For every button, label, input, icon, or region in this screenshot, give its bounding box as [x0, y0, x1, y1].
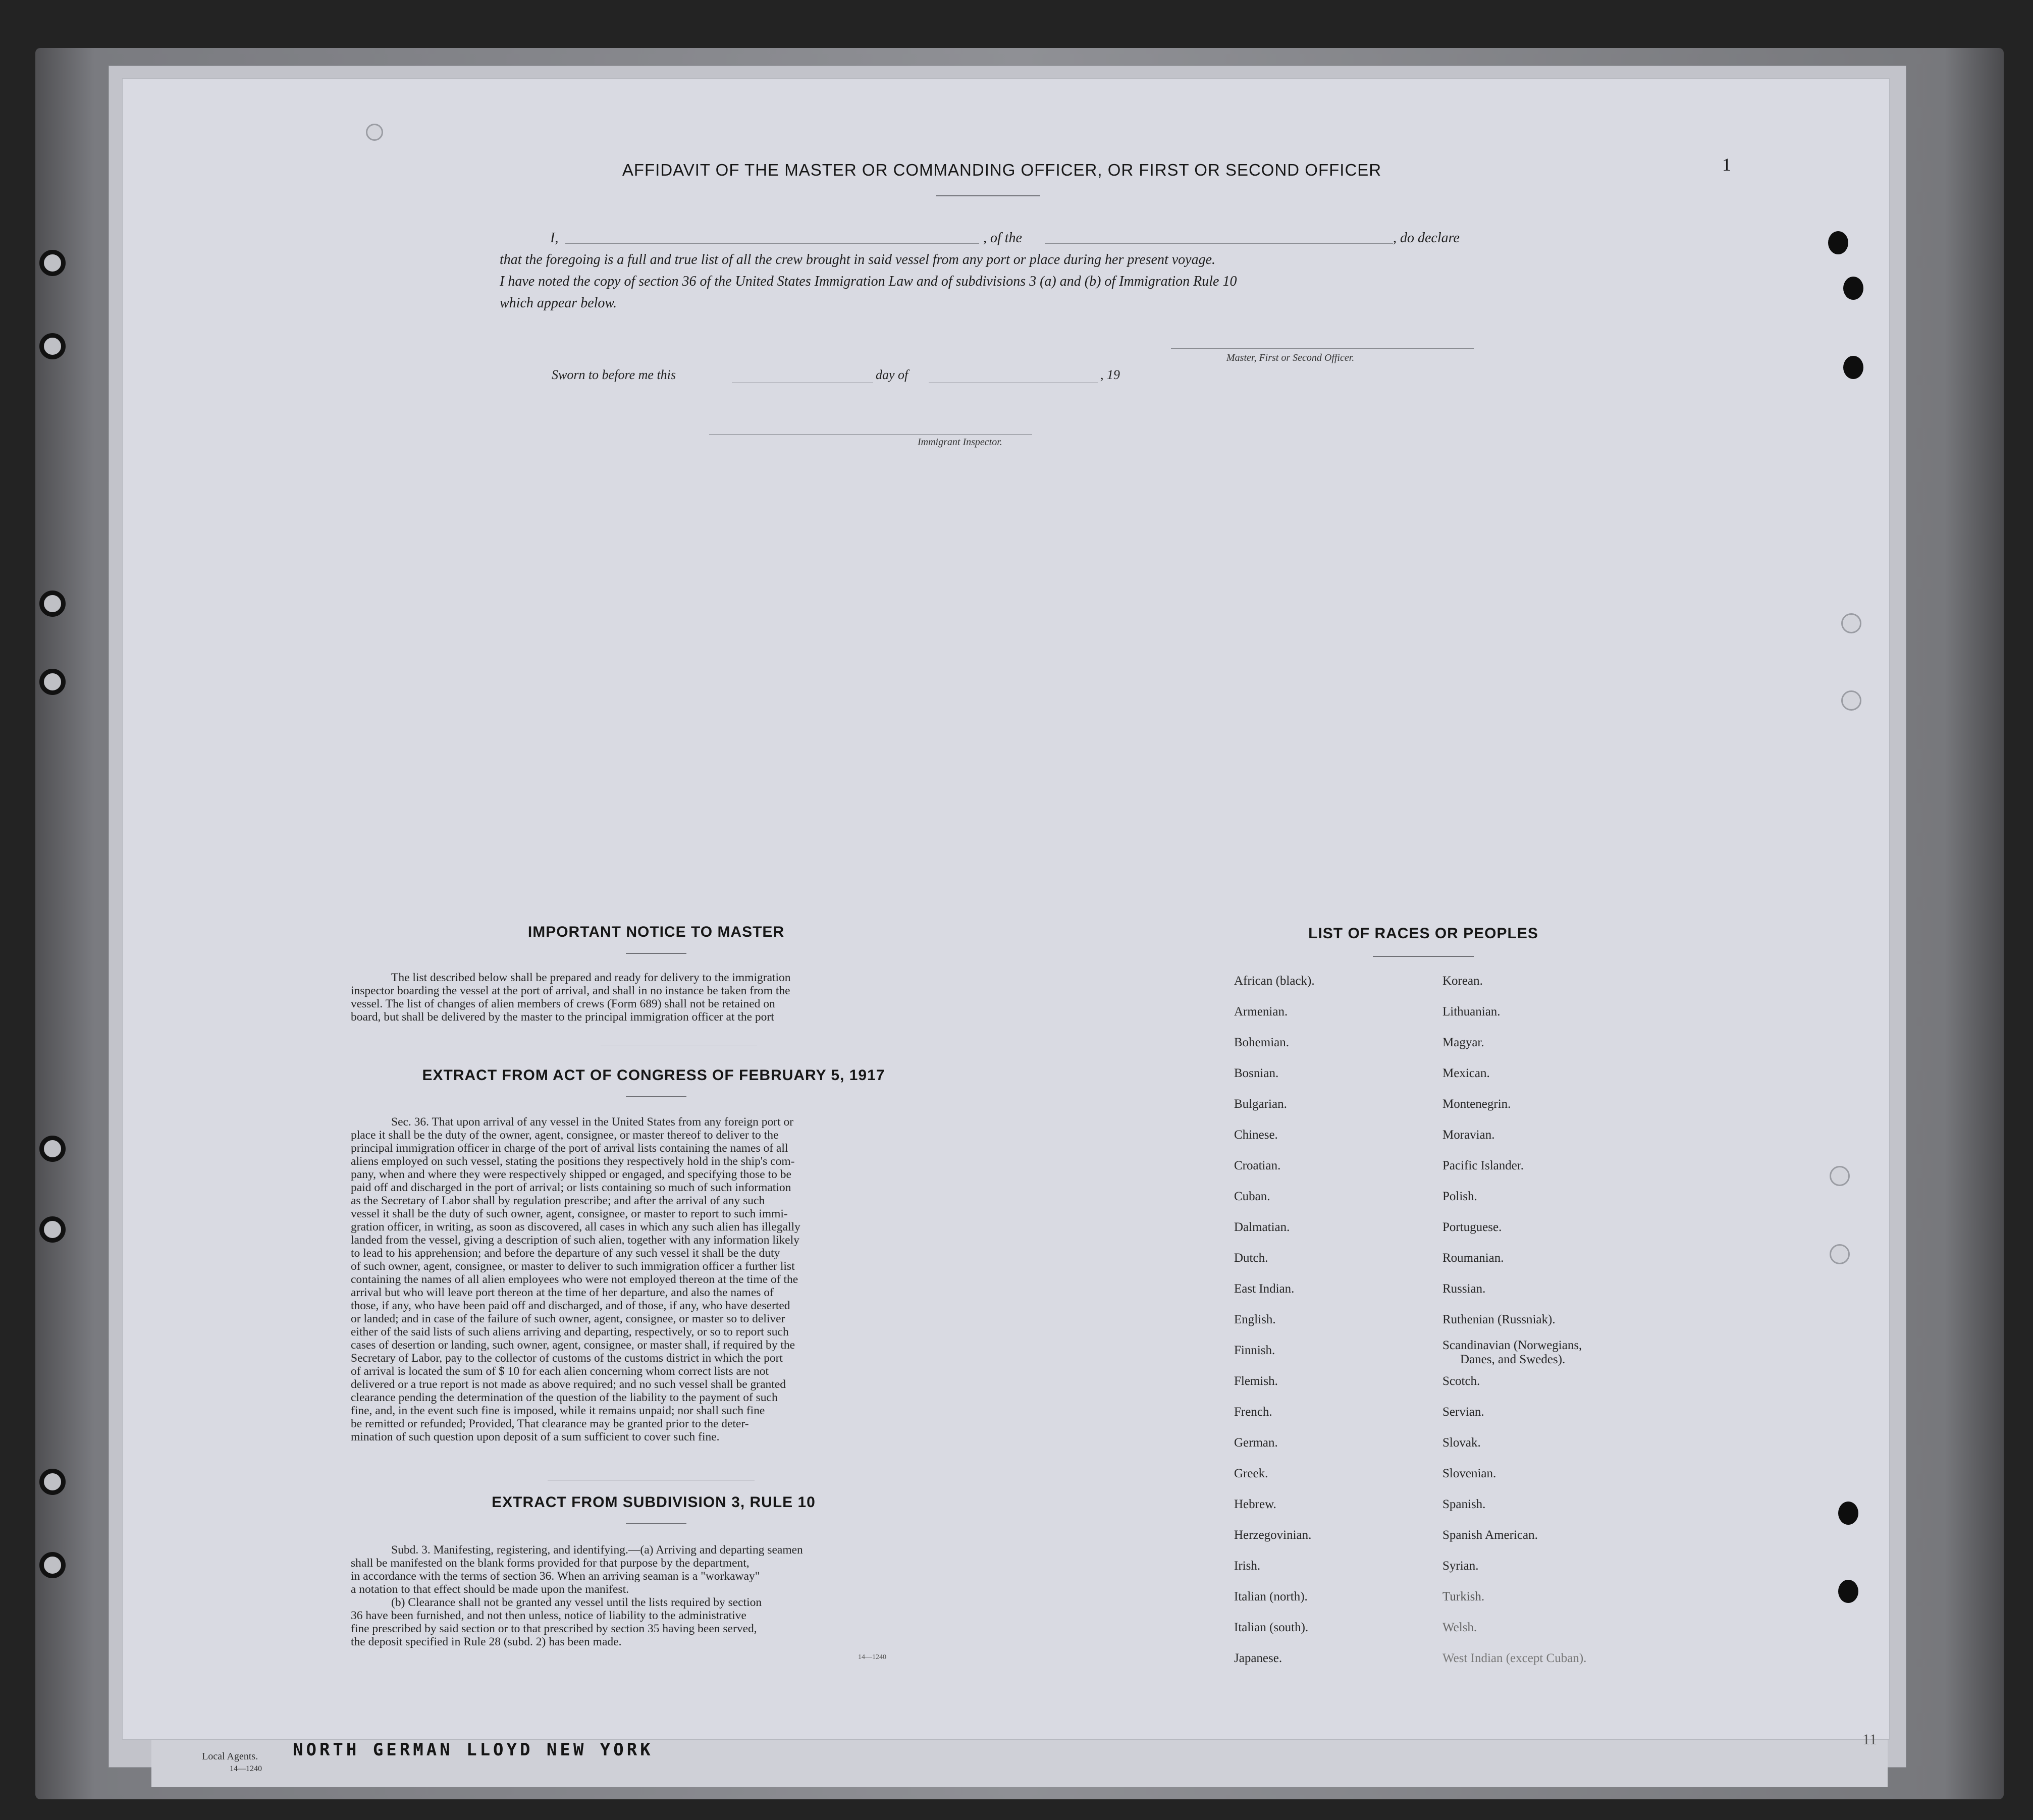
- local-agent-name: NORTH GERMAN LLOYD NEW YORK: [293, 1740, 654, 1760]
- act-line: pany, when and where they were respectively shipped or engaged, and specifying those to be: [351, 1168, 791, 1181]
- act-body: [351, 1115, 951, 1443]
- binder-hole-icon: [39, 250, 66, 276]
- race-item: Montenegrin.: [1442, 1097, 1511, 1111]
- notice-line: board, but shall be delivered by the master to the principal immigration officer at the port: [351, 1010, 774, 1024]
- race-item: Mexican.: [1442, 1066, 1490, 1080]
- act-line: paid off and discharged in the port of arrival; or lists containing so much of such information: [351, 1181, 791, 1194]
- binder-hole-icon: [39, 1136, 66, 1162]
- vessel-blank: [1045, 243, 1393, 244]
- race-item: Welsh.: [1442, 1621, 1477, 1634]
- act-line: those, if any, who have been paid off and discharged, and of those, if any, who have deserted: [351, 1299, 790, 1312]
- race-item: Armenian.: [1234, 1005, 1288, 1019]
- race-item: Irish.: [1234, 1559, 1261, 1573]
- race-item: French.: [1234, 1405, 1272, 1419]
- race-item: Slovenian.: [1442, 1467, 1496, 1480]
- subdivision-title: EXTRACT FROM SUBDIVISION 3, RULE 10: [492, 1494, 816, 1511]
- race-item: Bohemian.: [1234, 1036, 1290, 1049]
- act-line: principal immigration officer in charge of the port of arrival lists containing the names of all: [351, 1142, 788, 1155]
- races-divider: [1373, 956, 1474, 957]
- act-line: clearance pending the determination of the question of the liability to the payment of such: [351, 1391, 778, 1404]
- act-line: either of the said lists of such aliens arriving and departing, respectively, or so to report such: [351, 1325, 789, 1339]
- local-agents-label: Local Agents.: [202, 1751, 258, 1762]
- punch-hole-icon: [1843, 277, 1863, 300]
- notice-line: inspector boarding the vessel at the port of arrival, and shall in no instance be taken from the: [351, 984, 790, 997]
- notice-divider: [626, 953, 686, 954]
- punch-hole-icon: [1828, 231, 1848, 254]
- race-item: German.: [1234, 1436, 1278, 1450]
- race-item: Polish.: [1442, 1190, 1477, 1203]
- race-item: Turkish.: [1442, 1590, 1485, 1603]
- race-item: Finnish.: [1234, 1344, 1275, 1357]
- form-number: 14—1240: [858, 1653, 886, 1661]
- punch-hole-icon: [1841, 613, 1861, 633]
- subdivision-line: fine prescribed by said section or to that prescribed by section 35 having been served,: [351, 1622, 757, 1635]
- affidavit-line-4: which appear below.: [500, 295, 617, 311]
- subdivision-body: [351, 1543, 951, 1648]
- act-line: Secretary of Labor, pay to the collector of customs of the customs district in which the port: [351, 1352, 783, 1365]
- signature-line: [1171, 348, 1474, 349]
- act-divider: [626, 1096, 686, 1097]
- subdivision-line: a notation to that effect should be made upon the manifest.: [351, 1583, 629, 1596]
- race-item: Moravian.: [1442, 1128, 1495, 1142]
- race-item: Portuguese.: [1442, 1220, 1502, 1234]
- race-item: African (black).: [1234, 974, 1315, 988]
- race-item: Scotch.: [1442, 1374, 1480, 1388]
- punch-hole-icon: [1841, 690, 1861, 711]
- binder-hole-icon: [39, 591, 66, 617]
- affidavit-line-3: I have noted the copy of section 36 of the United States Immigration Law and of subdivisions 3 (a) and (b) of Immigration Rule 10: [500, 274, 1237, 289]
- race-item: Italian (north).: [1234, 1590, 1308, 1603]
- act-line: delivered or a true report is not made as above required; and no such vessel shall be granted: [351, 1378, 786, 1391]
- affidavit-i: I,: [550, 230, 559, 246]
- race-item: Magyar.: [1442, 1036, 1484, 1049]
- punch-hole-icon: [1838, 1502, 1858, 1525]
- race-item: Pacific Islander.: [1442, 1159, 1524, 1172]
- race-item: English.: [1234, 1313, 1276, 1326]
- punch-hole-icon: [1830, 1244, 1850, 1264]
- act-line: as the Secretary of Labor shall by regulation prescribe; and after the arrival of any such: [351, 1194, 765, 1207]
- act-line: mination of such question upon deposit of a sum sufficient to cover such fine.: [351, 1430, 720, 1443]
- subdivision-line: Subd. 3. Manifesting, registering, and identifying.—(a) Arriving and departing seamen: [391, 1543, 803, 1557]
- manifest-page: [122, 78, 1890, 1740]
- binder-hole-icon: [39, 1216, 66, 1243]
- subdivision-line: shall be manifested on the blank forms provided for that purpose by the department,: [351, 1557, 750, 1570]
- race-item: Ruthenian (Russniak).: [1442, 1313, 1556, 1326]
- name-blank: [565, 243, 979, 244]
- binder-hole-icon: [39, 333, 66, 359]
- affidavit-line-1: [500, 227, 1479, 249]
- affidavit-title: AFFIDAVIT OF THE MASTER OR COMMANDING OFFICER, OR FIRST OR SECOND OFFICER: [622, 160, 1382, 179]
- act-line: aliens employed on such vessel, stating the positions they respectively hold in the ship's com-: [351, 1155, 795, 1168]
- inspector-caption: Immigrant Inspector.: [918, 437, 1002, 448]
- race-item: Syrian.: [1442, 1559, 1479, 1573]
- race-item: Japanese.: [1234, 1651, 1282, 1665]
- punch-hole-icon: [1830, 1166, 1850, 1186]
- corner-mark: 1: [1722, 154, 1731, 175]
- race-item: Roumanian.: [1442, 1251, 1504, 1265]
- inspector-line: [709, 434, 1032, 435]
- act-line: landed from the vessel, giving a description of such alien, together with any information likely: [351, 1234, 799, 1247]
- bottom-sheet-strip: [151, 1736, 1888, 1787]
- sworn-text: Sworn to before me this: [552, 367, 676, 382]
- race-item: Scandinavian (Norwegians,: [1442, 1339, 1582, 1352]
- day-of-text: day of: [876, 367, 908, 382]
- race-item: Flemish.: [1234, 1374, 1278, 1388]
- race-item: Dalmatian.: [1234, 1220, 1290, 1234]
- notice-line: vessel. The list of changes of alien members of crews (Form 689) shall not be retained on: [351, 997, 775, 1010]
- race-item: Lithuanian.: [1442, 1005, 1501, 1019]
- act-line: vessel it shall be the duty of such owner, agent, consignee, or master to report to such immi-: [351, 1207, 788, 1220]
- punch-hole-icon: [1843, 356, 1863, 379]
- race-item: Chinese.: [1234, 1128, 1278, 1142]
- act-line: fine, and, in the event such fine is imposed, while it remains unpaid; nor shall such fine: [351, 1404, 765, 1417]
- notice-title: IMPORTANT NOTICE TO MASTER: [527, 924, 785, 940]
- affidavit-declare: , do declare: [1393, 230, 1460, 246]
- act-title: EXTRACT FROM ACT OF CONGRESS OF FEBRUARY 5, 1917: [422, 1067, 885, 1084]
- affidavit-line-2: that the foregoing is a full and true list of all the crew brought in said vessel from any port or place during her present voyage.: [500, 252, 1216, 267]
- race-item: Dutch.: [1234, 1251, 1268, 1265]
- title-divider: [936, 195, 1040, 196]
- year-text: , 19: [1100, 367, 1120, 382]
- race-item: Bosnian.: [1234, 1066, 1279, 1080]
- act-line: of arrival is located the sum of $ 10 for each alien concerning whom correct lists are not: [351, 1365, 769, 1378]
- race-item: Spanish.: [1442, 1497, 1486, 1511]
- race-item: Bulgarian.: [1234, 1097, 1287, 1111]
- race-item: Slovak.: [1442, 1436, 1481, 1450]
- notice-body: [351, 971, 951, 1024]
- race-item: West Indian (except Cuban).: [1442, 1651, 1587, 1665]
- races-title: LIST OF RACES OR PEOPLES: [1308, 925, 1538, 942]
- binder-hole-icon: [39, 1469, 66, 1495]
- race-item: Cuban.: [1234, 1190, 1270, 1203]
- act-line: place it shall be the duty of the owner, agent, consignee, or master thereof to deliver to the: [351, 1129, 779, 1142]
- subdivision-line: the deposit specified in Rule 28 (subd. 2) has been made.: [351, 1635, 622, 1648]
- race-item: Russian.: [1442, 1282, 1486, 1296]
- race-item: Greek.: [1234, 1467, 1268, 1480]
- act-line: gration officer, in writing, as soon as discovered, all cases in which any such alien has illegally: [351, 1220, 800, 1234]
- act-line: or landed; and in case of the failure of such owner, agent, consignee, or master so to deliver: [351, 1312, 785, 1325]
- race-item: Croatian.: [1234, 1159, 1281, 1172]
- race-item: Korean.: [1442, 974, 1483, 988]
- race-item: Italian (south).: [1234, 1621, 1309, 1634]
- notice-line: The list described below shall be prepared and ready for delivery to the immigration: [391, 971, 791, 984]
- binder-hole-icon: [39, 669, 66, 695]
- act-line: be remitted or refunded; Provided, That clearance may be granted prior to the deter-: [351, 1417, 749, 1430]
- act-line: containing the names of all alien employees who were not employed thereon at the time of the: [351, 1273, 798, 1286]
- act-line: of such owner, agent, consignee, or master to deliver to such immigration officer a further list: [351, 1260, 795, 1273]
- subdivision-line: 36 have been furnished, and not then unless, notice of liability to the administrative: [351, 1609, 746, 1622]
- act-line: cases of desertion or landing, such owner, agent, consignee, or master shall, if required by the: [351, 1339, 795, 1352]
- affidavit-of-the: , of the: [983, 230, 1022, 246]
- race-item: Servian.: [1442, 1405, 1484, 1419]
- race-item: Spanish American.: [1442, 1528, 1538, 1542]
- subdivision-line: in accordance with the terms of section 36. When an arriving seaman is a "workaway": [351, 1570, 760, 1583]
- binder-hole-icon: [39, 1552, 66, 1578]
- race-item: East Indian.: [1234, 1282, 1295, 1296]
- act-line: arrival but who will leave port thereon at the time of her departure, and also the names of: [351, 1286, 774, 1299]
- race-item-continuation: Danes, and Swedes).: [1460, 1353, 1566, 1366]
- subdivision-divider: [626, 1523, 686, 1524]
- subdivision-line: (b) Clearance shall not be granted any vessel until the lists required by section: [391, 1596, 762, 1609]
- act-line: Sec. 36. That upon arrival of any vessel in the United States from any foreign port or: [391, 1115, 794, 1129]
- act-line: to lead to his apprehension; and before the departure of any such vessel it shall be the duty: [351, 1247, 780, 1260]
- signature-caption: Master, First or Second Officer.: [1226, 352, 1355, 363]
- footer-code: 14—1240: [230, 1764, 262, 1773]
- corner-mark-bottom: 11: [1862, 1731, 1877, 1748]
- punch-hole-icon: [366, 124, 383, 141]
- race-item: Herzegovinian.: [1234, 1528, 1312, 1542]
- race-item: Hebrew.: [1234, 1497, 1276, 1511]
- punch-hole-icon: [1838, 1580, 1858, 1603]
